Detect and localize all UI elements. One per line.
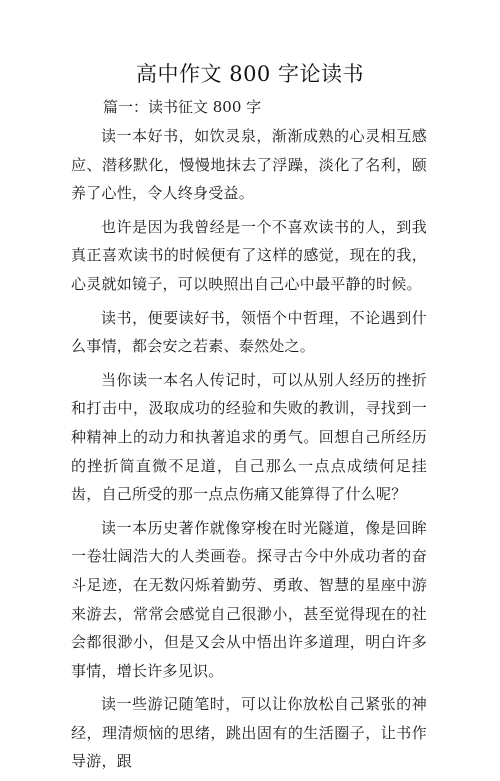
document-body [71,122,427,781]
paragraph: 也许是因为我曾经是一个不喜欢读书的人，到我真正喜欢读书的时候便有了这样的感觉，现在的我，心灵就如镜子，可以映照出自己心中最平静的时候。 [71,217,427,293]
paragraph: 读书，便要读好书，领悟个中哲理，不论遇到什么事情，都会安之若素、泰然处之。 [71,308,427,356]
document-subtitle: 篇一：读书征文 800 字 [103,98,262,116]
paragraph: 读一本历史著作就像穿梭在时光隧道，像是回眸一卷壮阔浩大的人类画卷。探寻古今中外成功者的奋斗足迹，在无数闪烁着勤劳、勇敢、智慧的星座中游来游去，常常会感觉自己很渺小，甚至觉得现在的社会都很渺小，但是又会从中悟出许多道理，明白许多事情，增长许多见识。 [71,518,427,680]
paragraph: 读一本好书，如饮灵泉，渐渐成熟的心灵相互感应、潜移默化，慢慢地抹去了浮躁，淡化了名利，颐养了心性，令人终身受益。 [71,127,427,203]
paragraph: 读一些游记随笔时，可以让你放松自己紧张的神经，理清烦恼的思绪，跳出固有的生活圈子，让书作导游，跟 [71,695,427,771]
document-title: 高中作文 800 字论读书 [136,62,364,86]
paragraph: 当你读一本名人传记时，可以从别人经历的挫折和打击中，汲取成功的经验和失败的教训，寻找到一种精神上的动力和执著追求的勇气。回想自己所经历的挫折简直微不足道，自己那么一点点成绩何足挂齿，自己所受的那一点点伤痛又能算得了什么呢？ [71,370,427,504]
